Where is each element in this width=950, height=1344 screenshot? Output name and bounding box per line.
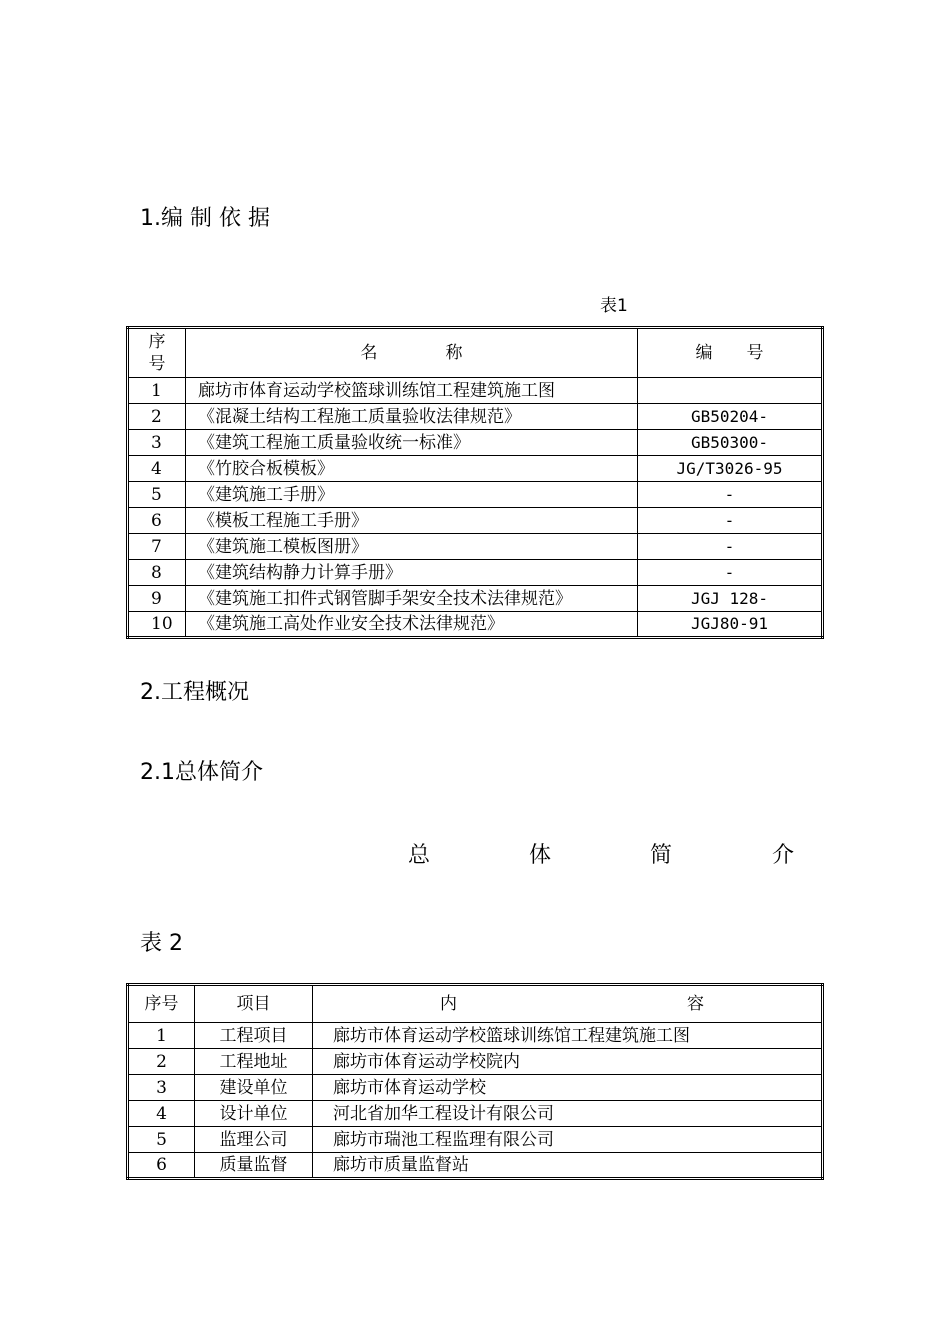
table-2-cell-content: 廊坊市体育运动学校 xyxy=(313,1075,823,1101)
table-2 xyxy=(126,983,824,1180)
table-2-row xyxy=(128,1101,823,1127)
table-2-title-char-3: 简 xyxy=(650,843,673,868)
table-2-header-item: 项目 xyxy=(195,985,313,1023)
table-2-cell-num: 6 xyxy=(128,1153,195,1179)
table-1-row xyxy=(128,430,823,456)
table-1-cell-code: - xyxy=(638,534,823,560)
table-2-cell-num: 2 xyxy=(128,1049,195,1075)
table-1-cell-name: 《建筑施工扣件式钢管脚手架安全技术法律规范》 xyxy=(186,586,638,612)
table-1-row xyxy=(128,482,823,508)
table-2-cell-num: 1 xyxy=(128,1023,195,1049)
table-2-title-char-2: 体 xyxy=(529,843,552,868)
table-2-cell-content: 廊坊市体育运动学校院内 xyxy=(313,1049,823,1075)
table-1-cell-name: 《混凝土结构工程施工质量验收法律规范》 xyxy=(186,404,638,430)
table-2-cell-content: 河北省加华工程设计有限公司 xyxy=(313,1101,823,1127)
table-1-header-num: 序号 xyxy=(128,328,186,378)
table-2-cell-item: 工程项目 xyxy=(195,1023,313,1049)
table-1-cell-num: 1 xyxy=(128,378,186,404)
table-1-cell-num: 4 xyxy=(128,456,186,482)
table-1-cell-code: JG/T3026-95 xyxy=(638,456,823,482)
section-2-heading: 2.工程概况 xyxy=(140,680,249,705)
table-2-title-char-4: 介 xyxy=(772,843,795,868)
table-1-cell-name: 《建筑工程施工质量验收统一标准》 xyxy=(186,430,638,456)
table-1-row xyxy=(128,534,823,560)
table-2-row xyxy=(128,1153,823,1179)
table-2-cell-num: 4 xyxy=(128,1101,195,1127)
table-1-cell-code: JGJ 128- xyxy=(638,586,823,612)
table-2-title-char-1: 总 xyxy=(408,843,431,868)
table-1-row xyxy=(128,378,823,404)
table-1-cell-code: - xyxy=(638,508,823,534)
table-1-cell-name: 《建筑施工手册》 xyxy=(186,482,638,508)
table-2-title xyxy=(408,838,798,868)
table-1 xyxy=(126,326,824,639)
table-1-row xyxy=(128,586,823,612)
table-2-header-content-a: 内 xyxy=(440,994,457,1014)
table-1-cell-num: 7 xyxy=(128,534,186,560)
table-1-cell-code: GB50300- xyxy=(638,430,823,456)
table-1-cell-num: 5 xyxy=(128,482,186,508)
table-2-header-content xyxy=(313,985,823,1023)
table-2-cell-num: 3 xyxy=(128,1075,195,1101)
table-1-row xyxy=(128,560,823,586)
table-1-row xyxy=(128,404,823,430)
table-2-header-row xyxy=(128,985,823,1023)
table-1-row xyxy=(128,612,823,638)
table-1-caption: 表1 xyxy=(600,296,628,316)
section-1-heading: 1.编 制 依 据 xyxy=(140,206,270,231)
table-2-row xyxy=(128,1075,823,1101)
table-1-cell-name: 《建筑结构静力计算手册》 xyxy=(186,560,638,586)
table-2-cell-content: 廊坊市瑞池工程监理有限公司 xyxy=(313,1127,823,1153)
table-1-cell-name: 《建筑施工高处作业安全技术法律规范》 xyxy=(186,612,638,638)
table-2-header-num: 序号 xyxy=(128,985,195,1023)
table-1-cell-num: 3 xyxy=(128,430,186,456)
table-1-header-code: 编 号 xyxy=(638,328,823,378)
table-1-cell-num: 2 xyxy=(128,404,186,430)
table-2-cell-item: 设计单位 xyxy=(195,1101,313,1127)
table-1-row xyxy=(128,456,823,482)
table-2-cell-item: 质量监督 xyxy=(195,1153,313,1179)
table-1-cell-num: 8 xyxy=(128,560,186,586)
table-2-cell-content: 廊坊市体育运动学校篮球训练馆工程建筑施工图 xyxy=(313,1023,823,1049)
table-2-row xyxy=(128,1127,823,1153)
table-1-header-name: 名 称 xyxy=(186,328,638,378)
table-2-caption: 表 2 xyxy=(140,931,183,956)
table-2-cell-item: 工程地址 xyxy=(195,1049,313,1075)
table-2-cell-item: 监理公司 xyxy=(195,1127,313,1153)
table-2-header-content-b: 容 xyxy=(687,994,704,1014)
table-1-cell-code: - xyxy=(638,482,823,508)
table-1-cell-code: GB50204- xyxy=(638,404,823,430)
table-1-cell-code: - xyxy=(638,560,823,586)
table-1-cell-name: 《模板工程施工手册》 xyxy=(186,508,638,534)
table-1-row xyxy=(128,508,823,534)
table-2-row xyxy=(128,1049,823,1075)
table-1-header-row xyxy=(128,328,823,378)
table-2-cell-item: 建设单位 xyxy=(195,1075,313,1101)
table-1-cell-num: 10 xyxy=(128,612,186,638)
table-1-cell-name: 《建筑施工模板图册》 xyxy=(186,534,638,560)
table-1-cell-name: 廊坊市体育运动学校篮球训练馆工程建筑施工图 xyxy=(186,378,638,404)
table-2-cell-content: 廊坊市质量监督站 xyxy=(313,1153,823,1179)
table-1-cell-num: 9 xyxy=(128,586,186,612)
table-1-cell-name: 《竹胶合板模板》 xyxy=(186,456,638,482)
table-1-cell-num: 6 xyxy=(128,508,186,534)
table-1-cell-code xyxy=(638,378,823,404)
table-2-cell-num: 5 xyxy=(128,1127,195,1153)
table-1-cell-code: JGJ80-91 xyxy=(638,612,823,638)
section-2-1-heading: 2.1总体简介 xyxy=(140,760,263,785)
table-2-row xyxy=(128,1023,823,1049)
